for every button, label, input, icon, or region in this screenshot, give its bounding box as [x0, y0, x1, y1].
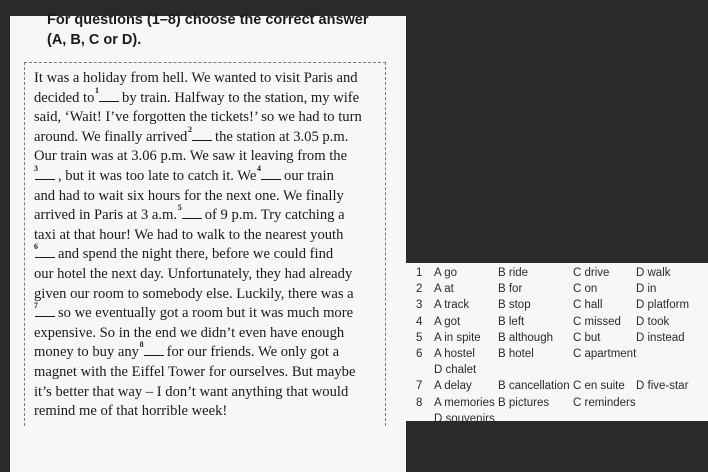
passage-text-segment: magnet with the Eiffel Tower for ourselves. But maybe	[34, 363, 356, 380]
passage-line	[34, 85, 384, 109]
answer-gap	[34, 242, 55, 258]
passage-line	[34, 147, 384, 167]
option-b: B hotel	[498, 347, 534, 360]
option-a: D souvenirs	[434, 412, 495, 425]
option-number: 1	[416, 267, 423, 279]
answer-gap	[177, 203, 202, 219]
passage-text-segment: arrived in Paris at 3 a.m.	[34, 207, 178, 224]
gap-number: 3	[34, 163, 38, 173]
passage-text-segment: remind me of that horrible week!	[34, 403, 228, 420]
passage-text-segment: taxi at that hour! We had to walk to the nearest youth	[34, 226, 344, 243]
passage-line	[34, 203, 384, 226]
instructions-line-1: For questions (1–8) choose the correct answer	[47, 12, 369, 28]
option-row	[416, 297, 706, 313]
gap-number: 1	[95, 85, 100, 95]
passage-text-segment: of 9 p.m. Try catching a	[204, 207, 345, 224]
passage-text-segment: given our room to somebody else. Luckily, there was a	[34, 285, 354, 302]
passage-text-segment: and spend the night there, before we could find	[58, 246, 334, 263]
gap-number: 6	[34, 242, 38, 252]
option-b: B pictures	[498, 396, 550, 409]
option-a: A got	[434, 315, 461, 328]
gap-number: 7	[34, 301, 38, 311]
passage-text-segment: It was a holiday from hell. We wanted to visit Paris and	[34, 70, 358, 86]
answer-gap	[188, 124, 212, 141]
option-b: B cancellation	[498, 380, 570, 393]
option-row	[416, 330, 706, 346]
gap-number: 5	[177, 203, 182, 213]
passage-text-segment: around. We finally arrived	[34, 128, 188, 145]
gap-number: 2	[188, 124, 193, 134]
passage-line	[34, 265, 384, 285]
passage-line	[34, 108, 384, 128]
option-row	[416, 346, 706, 362]
option-d: D platform	[636, 299, 690, 312]
option-number: 2	[416, 283, 423, 296]
option-row	[416, 411, 706, 427]
option-a: A hostel	[434, 347, 475, 360]
passage-line	[34, 383, 384, 403]
passage-text-segment: our train	[284, 167, 334, 184]
option-a: A at	[434, 283, 454, 296]
passage-line	[34, 301, 384, 324]
passage-text	[34, 69, 384, 422]
passage-text-segment: it’s better that way – I don’t want anything that would	[34, 383, 349, 400]
answer-gap	[257, 163, 281, 180]
option-row	[416, 265, 706, 281]
instructions-line-2: (A, B, C or D).	[47, 32, 142, 48]
option-number: 6	[416, 347, 423, 360]
answer-gap	[34, 163, 55, 180]
passage-line	[34, 187, 384, 207]
option-a: A go	[434, 267, 458, 279]
passage-text-segment: by train. Halfway to the station, my wife	[122, 89, 360, 106]
option-row	[416, 378, 706, 394]
option-b: B ride	[498, 267, 529, 279]
option-row	[416, 314, 706, 330]
option-number: 7	[416, 380, 423, 393]
option-a: A track	[434, 299, 470, 312]
answer-gap	[139, 340, 164, 356]
passage-line	[34, 363, 384, 383]
passage-text-segment: our hotel the next day. Unfortunately, they had already	[34, 265, 353, 282]
option-row	[416, 362, 706, 378]
passage-line	[34, 402, 384, 422]
passage-line	[34, 226, 384, 246]
option-b: B left	[498, 315, 525, 328]
passage-line	[34, 242, 384, 265]
option-a: A memories	[434, 396, 495, 409]
option-c: C hall	[573, 299, 603, 312]
option-b: B stop	[498, 299, 531, 312]
option-d: D in	[636, 283, 657, 296]
passage-line	[34, 285, 384, 305]
passage-text-segment: Our train was at 3.06 p.m. We saw it leaving from the	[34, 148, 348, 165]
option-c: C but	[573, 331, 601, 344]
option-number: 5	[416, 331, 423, 344]
passage-text-segment: , but it was too late to catch it. We	[58, 167, 257, 184]
passage-text-segment: expensive. So in the end we didn’t even have enough	[34, 324, 345, 341]
gap-number: 4	[257, 163, 262, 173]
answer-options	[416, 265, 706, 427]
passage-text-segment: decided to	[34, 89, 95, 106]
option-row	[416, 395, 706, 411]
instructions-heading	[47, 10, 397, 50]
options-panel-edge	[403, 263, 405, 423]
passage-line	[34, 69, 384, 89]
passage-text-segment: for our friends. We only got a	[166, 344, 340, 361]
option-a: D chalet	[434, 364, 477, 377]
passage-line	[34, 124, 384, 148]
passage-line	[34, 163, 384, 187]
option-c: C reminders	[573, 396, 636, 409]
option-c: C on	[573, 283, 598, 296]
option-d: D instead	[636, 331, 685, 344]
option-c: C drive	[573, 267, 610, 279]
option-c: C en suite	[573, 380, 625, 393]
passage-text-segment: so we eventually got a room but it was much more	[58, 305, 354, 322]
option-c: C missed	[573, 315, 621, 328]
option-number: 8	[416, 396, 423, 409]
option-d: D five-star	[636, 380, 689, 393]
answer-gap	[95, 85, 119, 102]
passage-text-segment: said, ‘Wait! I’ve forgotten the tickets!’ so we had to turn	[34, 109, 362, 126]
passage-text-segment: the station at 3.05 p.m.	[215, 128, 349, 145]
option-a: A in spite	[434, 331, 481, 344]
passage-line	[34, 340, 384, 363]
answer-gap	[34, 301, 55, 317]
option-b: B for	[498, 283, 523, 296]
option-c: C apartment	[573, 347, 637, 360]
passage-text-segment: and had to wait six hours for the next one. We finally	[34, 187, 344, 204]
option-number: 3	[416, 299, 423, 312]
option-d: D walk	[636, 267, 671, 279]
passage-text-segment: money to buy any	[34, 344, 139, 361]
option-row	[416, 281, 706, 297]
option-b: B although	[498, 331, 553, 344]
option-number: 4	[416, 315, 423, 328]
option-a: A delay	[434, 380, 472, 393]
passage-line	[34, 324, 384, 344]
option-d: D took	[636, 315, 670, 328]
gap-number: 8	[139, 340, 144, 350]
